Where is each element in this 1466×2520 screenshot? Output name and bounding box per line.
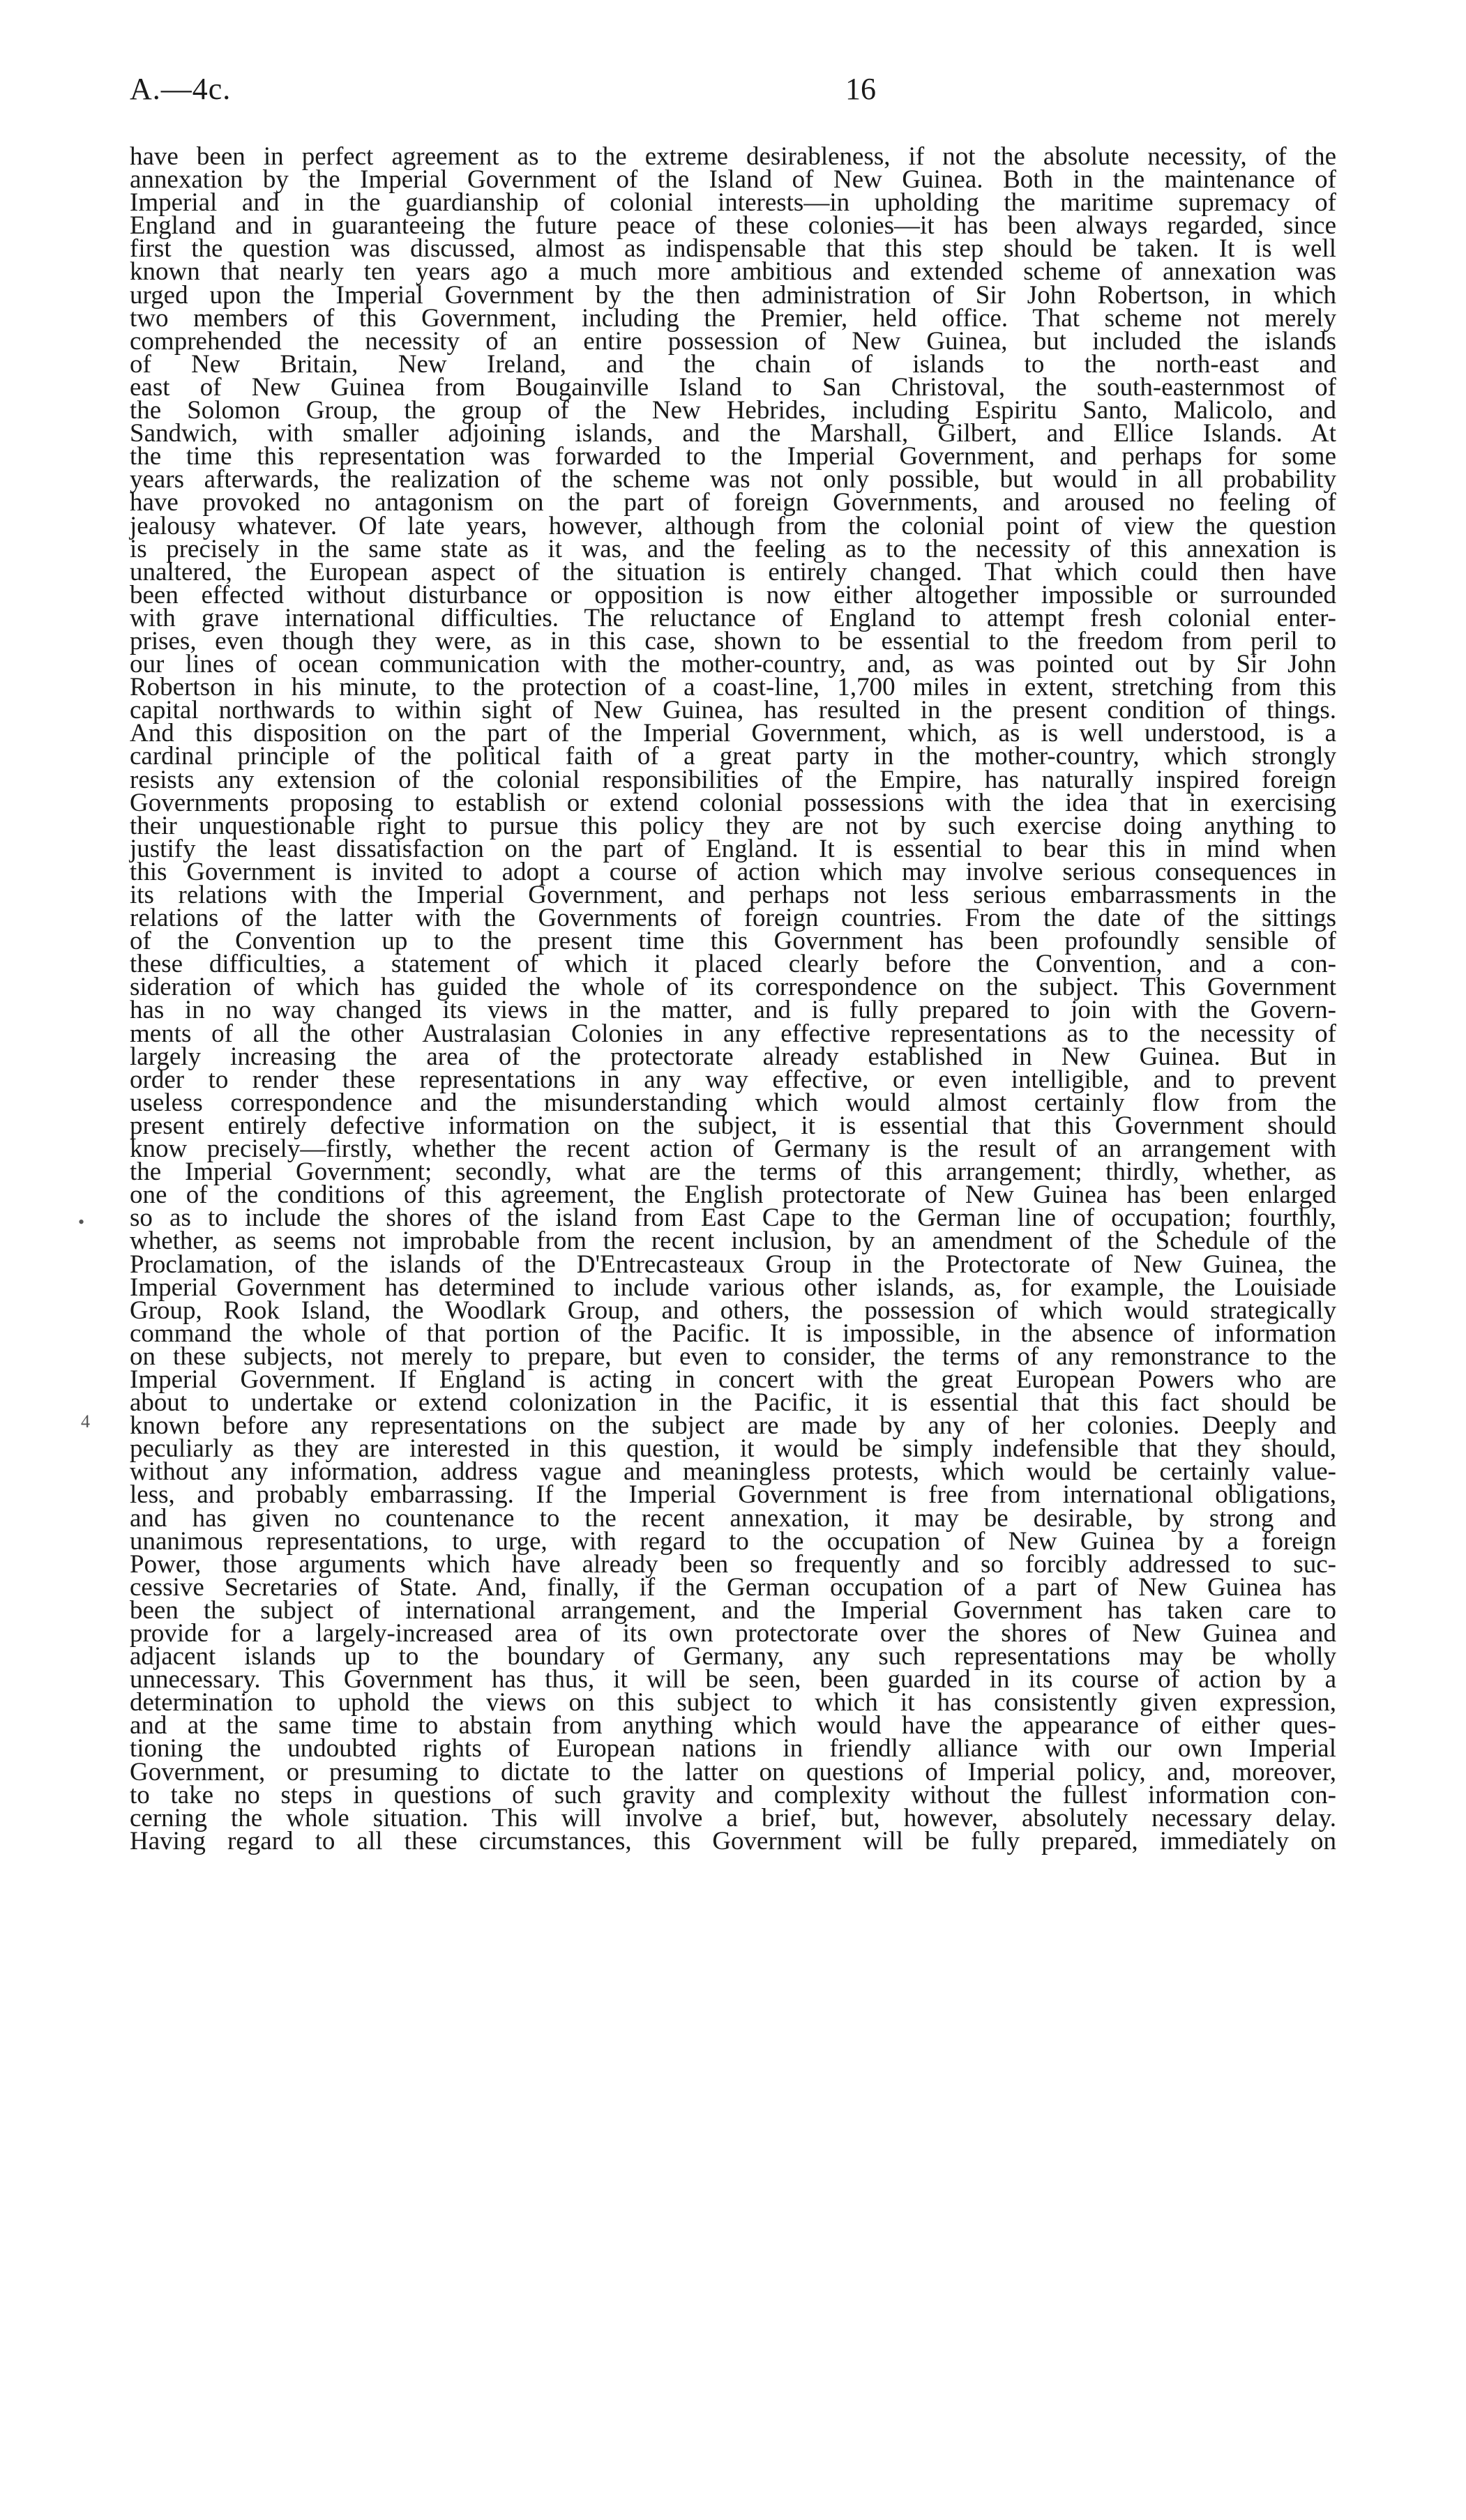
text-line: useless correspondence and the misunderstanding which would almost certainly flow from the — [130, 1088, 1336, 1117]
text-line: been effected without disturbance or opposition is now either altogether impossible or surrounded — [130, 580, 1336, 609]
text-line: one of the conditions of this agreement, the English protectorate of New Guinea has been enlarged — [130, 1181, 1336, 1210]
text-line: Imperial and in the guardianship of colonial interests—in upholding the maritime supremacy of — [130, 188, 1336, 218]
text-line: has in no way changed its views in the matter, and is fully prepared to join with the Govern- — [130, 996, 1336, 1025]
text-line: Governments proposing to establish or extend colonial possessions with the idea that in exercising — [130, 788, 1336, 817]
text-line: largely increasing the area of the protectorate already established in New Guinea. But in — [130, 1042, 1336, 1071]
text-line: and at the same time to abstain from anything which would have the appearance of either ques- — [130, 1711, 1336, 1740]
text-line: with grave international difficulties. The reluctance of England to attempt fresh colonial enter- — [130, 603, 1336, 632]
text-line: cessive Secretaries of State. And, finally, if the German occupation of a part of New Guinea has — [130, 1572, 1336, 1602]
text-line: first the question was discussed, almost as indispensable that this step should be taken. It is well — [130, 234, 1336, 264]
text-line: known that nearly ten years ago a much more ambitious and extended scheme of annexation was — [130, 257, 1336, 287]
text-line: their unquestionable right to pursue this policy they are not by such exercise doing anything to — [130, 811, 1336, 840]
text-line: the Imperial Government; secondly, what are the terms of this arrangement; thirdly, whether, as — [130, 1157, 1336, 1187]
text-line: east of New Guinea from Bougainville Island to San Christoval, the south-easternmost of — [130, 372, 1336, 402]
text-line: this Government is invited to adopt a course of action which may involve serious consequences in — [130, 857, 1336, 886]
text-line: have been in perfect agreement as to the extreme desirableness, if not the absolute necessity, of the — [130, 142, 1336, 171]
text-line: of the Convention up to the present time this Government has been profoundly sensible of — [130, 927, 1336, 956]
text-line: to take no steps in questions of such gravity and complexity without the fullest information con- — [130, 1780, 1336, 1809]
text-line: order to render these representations in any way effective, or even intelligible, and to prevent — [130, 1065, 1336, 1094]
text-line: England and in guaranteeing the future peace of these colonies—it has been always regarded, since — [130, 211, 1336, 241]
text-line: less, and probably embarrassing. If the Imperial Government is free from international obligations, — [130, 1480, 1336, 1510]
text-line: our lines of ocean communication with the mother-country, and, as was pointed out by Sir John — [130, 650, 1336, 679]
document-reference: A.—4c. — [130, 72, 232, 106]
text-line: unaltered, the European aspect of the situation is entirely changed. That which could then have — [130, 557, 1336, 586]
text-line: these difficulties, a statement of which it placed clearly before the Convention, and a con- — [130, 950, 1336, 979]
text-line: jealousy whatever. Of late years, however, although from the colonial point of view the question — [130, 511, 1336, 540]
text-line: so as to include the shores of the island from East Cape to the German line of occupation; fourthly, — [130, 1204, 1336, 1233]
text-line: know precisely—firstly, whether the recent action of Germany is the result of an arrangement with — [130, 1134, 1336, 1164]
text-line: and has given no countenance to the recent annexation, it may be desirable, by strong and — [130, 1503, 1336, 1533]
text-line: determination to uphold the views on this subject to which it has consistently given expression, — [130, 1688, 1336, 1717]
text-line: ments of all the other Australasian Colonies in any effective representations as to the necessity of — [130, 1019, 1336, 1048]
text-line: known before any representations on the subject are made by any of her colonies. Deeply and — [130, 1411, 1336, 1441]
text-line: cerning the whole situation. This will involve a brief, but, however, absolutely necessary delay. — [130, 1803, 1336, 1832]
text-line: years afterwards, the realization of the scheme was not only possible, but would in all probability — [130, 465, 1336, 494]
text-line: resists any extension of the colonial responsibilities of the Empire, has naturally inspired foreign — [130, 765, 1336, 794]
text-line: Robertson in his minute, to the protection of a coast-line, 1,700 miles in extent, stretching from this — [130, 673, 1336, 702]
text-line: capital northwards to within sight of New Guinea, has resulted in the present condition of things. — [130, 696, 1336, 725]
text-line: adjacent islands up to the boundary of Germany, any such representations may be wholly — [130, 1642, 1336, 1671]
text-line: its relations with the Imperial Government, and perhaps not less serious embarrassments in the — [130, 881, 1336, 909]
text-line: prises, even though they were, as in this case, shown to be essential to the freedom from peril to — [130, 626, 1336, 655]
text-line: present entirely defective information on the subject, it is essential that this Government should — [130, 1111, 1336, 1140]
body-text — [130, 142, 1336, 1855]
text-line: whether, as seems not improbable from the recent inclusion, by an amendment of the Schedule of the — [130, 1227, 1336, 1256]
text-line: unnecessary. This Government has thus, it will be seen, been guarded in its course of action by a — [130, 1665, 1336, 1694]
text-line: is precisely in the same state as it was, and the feeling as to the necessity of this annexation is — [130, 534, 1336, 563]
page-number: 16 — [845, 72, 876, 106]
text-line: without any information, address vague and meaningless protests, which would be certainly value- — [130, 1457, 1336, 1487]
text-line: urged upon the Imperial Government by the then administration of Sir John Robertson, in which — [130, 280, 1336, 310]
text-line: on these subjects, not merely to prepare, but even to consider, the terms of any remonstrance to the — [130, 1342, 1336, 1371]
text-line: cardinal principle of the political faith of a great party in the mother-country, which strongly — [130, 742, 1336, 771]
text-line: about to undertake or extend colonization in the Pacific, it is essential that this fact should be — [130, 1388, 1336, 1418]
text-line: relations of the latter with the Governments of foreign countries. From the date of the sittings — [130, 904, 1336, 933]
text-line: two members of this Government, including the Premier, held office. That scheme not merely — [130, 303, 1336, 333]
text-line: provide for a largely-increased area of its own protectorate over the shores of New Guinea and — [130, 1619, 1336, 1648]
text-line: Group, Rook Island, the Woodlark Group, and others, the possession of which would strategically — [130, 1296, 1336, 1325]
text-line: have provoked no antagonism on the part of foreign Governments, and aroused no feeling of — [130, 488, 1336, 517]
text-line: been the subject of international arrangement, and the Imperial Government has taken care to — [130, 1595, 1336, 1625]
text-line: sideration of which has guided the whole of its correspondence on the subject. This Government — [130, 973, 1336, 1002]
text-line: And this disposition on the part of the Imperial Government, which, as is well understood, is a — [130, 719, 1336, 748]
text-line: peculiarly as they are interested in this question, it would be simply indefensible that they should, — [130, 1434, 1336, 1464]
text-line: justify the least dissatisfaction on the part of England. It is essential to bear this in mind when — [130, 834, 1336, 863]
text-line: Having regard to all these circumstances, this Government will be fully prepared, immediately on — [130, 1826, 1336, 1855]
text-line: comprehended the necessity of an entire possession of New Guinea, but included the islands — [130, 326, 1336, 356]
text-line: tioning the undoubted rights of European nations in friendly alliance with our own Imperial — [130, 1734, 1336, 1763]
text-line: of New Britain, New Ireland, and the chain of islands to the north-east and — [130, 349, 1336, 379]
page-header — [130, 71, 1336, 113]
text-line: annexation by the Imperial Government of the Island of New Guinea. Both in the maintenance of — [130, 165, 1336, 195]
text-line: Power, those arguments which have already been so frequently and so forcibly addressed to suc- — [130, 1549, 1336, 1579]
text-line: command the whole of that portion of the Pacific. It is impossible, in the absence of information — [130, 1319, 1336, 1348]
text-line: unanimous representations, to urge, with regard to the occupation of New Guinea by a foreign — [130, 1526, 1336, 1556]
text-line: Sandwich, with smaller adjoining islands, and the Marshall, Gilbert, and Ellice Islands. At — [130, 419, 1336, 448]
text-line: Imperial Government. If England is acting in concert with the great European Powers who are — [130, 1365, 1336, 1394]
text-line: the Solomon Group, the group of the New Hebrides, including Espiritu Santo, Malicolo, and — [130, 396, 1336, 425]
text-line: the time this representation was forwarded to the Imperial Government, and perhaps for some — [130, 442, 1336, 471]
margin-mark: • — [78, 1212, 85, 1232]
text-line: Government, or presuming to dictate to the latter on questions of Imperial policy, and, moreover, — [130, 1757, 1336, 1786]
margin-mark: 4 — [81, 1411, 90, 1432]
text-line: Proclamation, of the islands of the D'Entrecasteaux Group in the Protectorate of New Guinea, the — [130, 1250, 1336, 1279]
text-line: Imperial Government has determined to include various other islands, as, for example, the Louisiade — [130, 1273, 1336, 1302]
